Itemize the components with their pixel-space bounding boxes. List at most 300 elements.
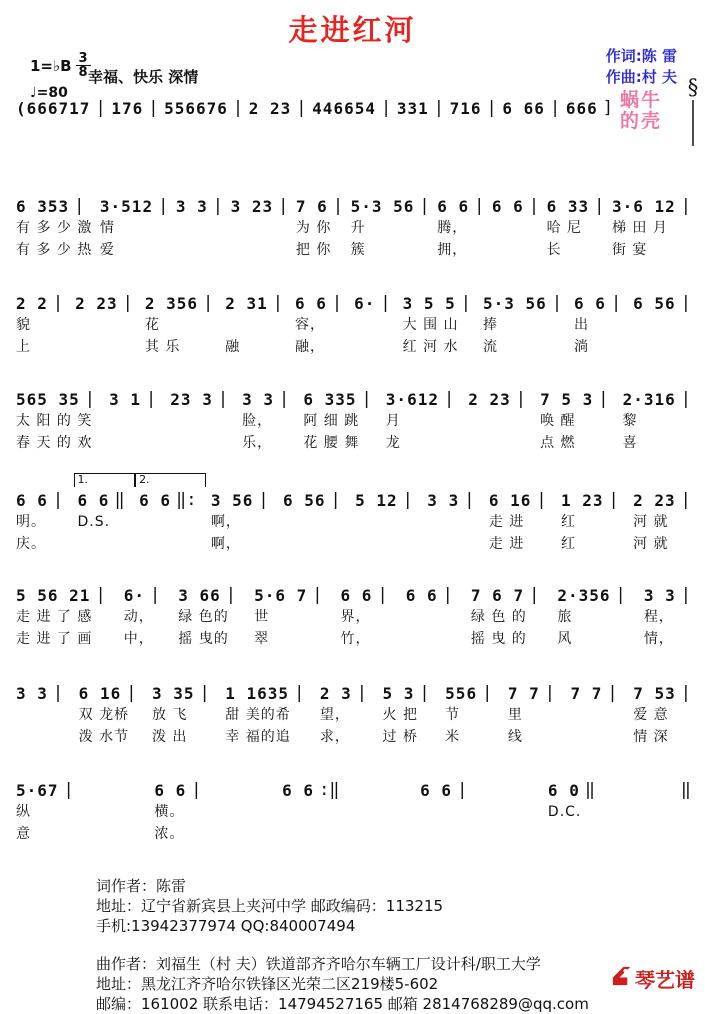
note-group: 3 66 — [178, 586, 221, 605]
note-row — [16, 683, 63, 703]
barline: | — [680, 683, 691, 703]
note-row — [176, 196, 223, 216]
measure-cell — [566, 98, 613, 118]
note-group: 5·3 56 — [350, 197, 415, 216]
lyric-line-2: 意 — [16, 826, 31, 842]
measure-cell — [540, 389, 608, 453]
volta-bracket: 1. — [74, 473, 135, 487]
lyric-line-2: 河 就 — [633, 536, 669, 552]
lyric-line-2: 泼 出 — [151, 729, 188, 745]
lyric-line-2: 红 — [560, 536, 576, 552]
note-row — [283, 490, 341, 510]
measure-cell — [561, 490, 619, 554]
footer-line: 地址：辽宁省新宾县上夹河中学 邮政编码：113215 — [96, 897, 444, 915]
measure-cell — [109, 389, 156, 453]
note-row — [152, 683, 210, 703]
footer-spacer — [96, 936, 589, 954]
note-row — [489, 490, 547, 510]
barline: | — [433, 98, 444, 118]
barline: | — [486, 98, 497, 118]
lyric-line-2: 过 桥 — [382, 729, 418, 745]
note-group: 3 3 — [643, 586, 676, 605]
barline: | — [551, 293, 563, 313]
measure-cell — [124, 585, 161, 649]
note-row — [468, 389, 526, 409]
measure-cell — [623, 389, 691, 453]
measure-cell — [420, 780, 467, 844]
note-group: 446654 — [312, 99, 376, 118]
barline: | — [212, 196, 224, 216]
note-group: 666 — [565, 99, 598, 118]
note-row — [676, 780, 691, 800]
measure-cell — [16, 389, 95, 453]
note-row — [508, 683, 555, 703]
lyric-line-2: 簇 — [350, 242, 366, 258]
barline: | — [474, 196, 485, 216]
system-row — [16, 683, 691, 747]
lyric-line-1: 走 进 了 感 — [16, 609, 93, 625]
barline: | — [608, 490, 619, 510]
lyric-line-1: 节 — [445, 707, 461, 723]
measure-cell — [145, 293, 213, 357]
barline: | — [272, 293, 284, 313]
note-row — [571, 683, 618, 703]
system-row — [16, 780, 691, 844]
note-row — [420, 780, 467, 800]
note-row — [16, 585, 106, 605]
note-row — [145, 293, 213, 313]
composer-credit: 作曲:村 夫 — [605, 68, 677, 86]
credits-block — [606, 46, 677, 88]
barline: | — [598, 389, 609, 409]
barline: | — [680, 389, 691, 409]
lyric-line-1: 出 — [574, 317, 590, 333]
note-group: 2 23 — [633, 491, 676, 510]
measure-cell — [16, 98, 106, 118]
note-group: 3 3 — [175, 197, 208, 216]
measure-cell — [296, 196, 343, 260]
qinyipu-logo — [610, 964, 695, 993]
note-row — [437, 196, 484, 216]
lyric-line-2: 中， — [123, 631, 154, 647]
lyric-line-1: 爱 意 — [633, 707, 669, 723]
lyric-line-1: 情 — [99, 220, 115, 236]
note-group: 6 6 — [139, 491, 171, 510]
footer-line: 曲作者：刘福生（村 夫）铁道部齐齐哈尔车辆工厂设计科/职工大学 — [96, 955, 541, 973]
measure-cell — [502, 98, 560, 118]
lyric-line-1: 升 — [350, 220, 366, 236]
measure-cell — [176, 196, 223, 260]
lyric-line-1: 红 — [560, 514, 576, 530]
lyric-line-2: 上 — [16, 339, 31, 355]
lyric-line-1: 河 就 — [633, 514, 669, 530]
barline: | — [380, 98, 392, 118]
measure-cell — [437, 196, 484, 260]
measure-cell — [468, 389, 526, 453]
note-row — [623, 389, 691, 409]
note-group: 2 23 — [75, 294, 118, 313]
system-row — [16, 196, 691, 260]
lyric-line-2: 竹， — [340, 631, 371, 647]
note-row — [386, 389, 454, 409]
lyric-line-1: 旅 — [557, 609, 573, 625]
note-group: 1 23 — [560, 491, 604, 510]
note-row — [383, 683, 430, 703]
barline: | — [331, 293, 343, 313]
barline: | — [279, 389, 290, 409]
lyric-line-2: 喜 — [622, 435, 638, 451]
barline: | — [95, 98, 106, 118]
lyric-line-1: 阿 细 跳 — [303, 413, 360, 429]
note-group: 565 35 — [16, 390, 80, 409]
barline: | — [443, 389, 455, 409]
lyric-line-2: 幸 福的追 — [225, 729, 291, 745]
lyric-line-2: 爱 — [99, 242, 115, 258]
lyric-line-1: 黎 — [622, 413, 638, 429]
measure-cell — [403, 293, 471, 357]
lyric-line-2: 摇 曳 的 — [470, 631, 527, 647]
note-group: 6 16 — [488, 491, 532, 510]
note-row — [561, 490, 619, 510]
lyric-line-2: 融， — [295, 339, 326, 355]
lyric-line-2: 啊， — [210, 536, 241, 552]
barline: | — [402, 490, 413, 510]
measure-cell — [312, 98, 391, 118]
note-row — [355, 490, 413, 510]
note-group: 3 56 — [210, 491, 254, 510]
note-group: 3 1 — [109, 390, 141, 409]
note-group: 6 335 — [303, 390, 357, 409]
measure-cell — [139, 473, 197, 554]
lyric-line-2: 线 — [507, 729, 523, 745]
barline: | — [615, 585, 626, 605]
note-row — [540, 389, 608, 409]
lyric-line-1: 哈 尼 — [546, 220, 583, 236]
lyric-line-2: 有 多 少 热 — [16, 242, 93, 258]
note-group: 6· — [354, 294, 376, 313]
note-row — [211, 490, 269, 510]
barline: | — [74, 196, 85, 216]
barline: | — [529, 585, 540, 605]
svg-text:§: § — [687, 75, 699, 99]
measure-cell — [445, 683, 492, 747]
note-row — [109, 389, 156, 409]
barline: | — [380, 293, 391, 313]
note-group: 176 — [111, 99, 144, 118]
lyric-line-2: 其 乐 — [144, 339, 181, 355]
barline: | — [528, 196, 540, 216]
note-group: 6 16 — [78, 684, 122, 703]
note-row — [16, 196, 84, 216]
lyric-line-1: 绿 色的 — [178, 609, 229, 625]
lyric-line-2: 拥， — [437, 242, 468, 258]
measure-cell — [676, 780, 691, 844]
note-group: 3·6 12 — [611, 197, 676, 216]
barline: | — [330, 490, 341, 510]
barline: | — [146, 389, 157, 409]
note-group: 7 53 — [633, 684, 676, 703]
measure-cell — [295, 293, 342, 357]
barline: | — [680, 293, 691, 313]
note-group: 5 3 — [382, 684, 415, 703]
note-row — [566, 98, 613, 118]
note-row — [154, 780, 201, 800]
barline: | — [203, 293, 214, 313]
barline: | — [122, 293, 133, 313]
measure-cell — [242, 389, 289, 453]
note-group: 6 56 — [633, 294, 676, 313]
note-row — [644, 585, 691, 605]
qinyipu-logo-icon — [610, 965, 633, 993]
footer-line: 词作者：陈雷 — [96, 877, 187, 895]
note-group: 716 — [449, 99, 482, 118]
measure-cell — [75, 293, 133, 357]
measure-cell — [355, 490, 413, 554]
lyric-line-1: 程， — [643, 609, 674, 625]
measure-cell — [16, 490, 63, 554]
system-row — [16, 389, 691, 453]
note-group: 5 12 — [355, 491, 398, 510]
lyric-line-1: 双 龙桥 — [78, 707, 130, 723]
note-row — [139, 490, 196, 510]
time-signature-numerator: 3 — [76, 52, 91, 66]
lyric-line-2: 情 深 — [633, 729, 669, 745]
measure-cell — [254, 585, 322, 649]
measure-cell — [16, 683, 63, 747]
note-group: 7 5 3 — [540, 390, 594, 409]
note-group: 6 33 — [546, 197, 590, 216]
note-group: 6 6 — [16, 491, 48, 510]
note-row — [242, 389, 289, 409]
note-group: 1 1635 — [225, 684, 290, 703]
note-row — [633, 490, 691, 510]
note-row — [16, 293, 63, 313]
lyric-line-1: 脸， — [242, 413, 273, 429]
lyric-line-1: 貌 — [16, 317, 31, 333]
system-row — [16, 293, 691, 357]
lyric-line-2: 点 燃 — [540, 435, 576, 451]
note-row — [450, 98, 497, 118]
note-group: 5 56 21 — [16, 586, 91, 605]
measure-cell — [283, 490, 341, 554]
note-group: 23 3 — [170, 390, 213, 409]
note-group: 2 2 — [16, 294, 48, 313]
measure-cell — [557, 585, 625, 649]
barline: | — [332, 196, 344, 216]
footer-line: 地址：黑龙江齐齐哈尔铁锋区光荣二区219楼5-602 — [96, 975, 439, 993]
barline: | — [680, 196, 691, 216]
barline: | — [549, 98, 561, 118]
measure-cell — [225, 293, 283, 357]
lyric-line-1: 唤 醒 — [540, 413, 576, 429]
time-signature-denominator: 8 — [78, 65, 88, 80]
lyric-line-1: D.S. — [77, 514, 111, 530]
measure-cell — [178, 585, 236, 649]
note-group: 6 353 — [16, 197, 70, 216]
note-row — [231, 196, 289, 216]
barline: | — [515, 389, 527, 409]
qinyipu-logo-text: 琴艺谱 — [635, 968, 695, 992]
note-group: 6 6 — [405, 586, 438, 605]
lyric-line-1: 纵 — [16, 804, 31, 820]
lyric-line-2: 风 — [557, 631, 573, 647]
note-group: 7 7 — [570, 684, 603, 703]
note-group: 331 — [396, 99, 429, 118]
measure-cell — [571, 683, 618, 747]
note-row — [354, 293, 391, 313]
note-row — [341, 585, 388, 605]
measure-cell — [152, 683, 210, 747]
barline: | — [442, 585, 453, 605]
lyric-line-2: 春 天 的 欢 — [16, 435, 93, 451]
measure-cell — [574, 293, 621, 357]
lyric-line-1: 有 多 少 激 — [16, 220, 93, 236]
lyric-line-1: 为 你 — [295, 220, 332, 236]
barline: | — [52, 490, 64, 510]
volta-bracket: 2. — [135, 473, 206, 487]
note-row — [225, 293, 283, 313]
note-group: 6 6 — [574, 294, 606, 313]
note-group: 2·356 — [557, 586, 611, 605]
note-row — [296, 196, 343, 216]
note-row — [471, 585, 539, 605]
note-group: 3·512 — [99, 197, 154, 216]
lyric-line-1: 容， — [295, 317, 326, 333]
note-group: 556 — [445, 684, 478, 703]
lyric-line-2: 长 — [546, 242, 562, 258]
lyric-line-2: 走 进 — [488, 536, 525, 552]
note-group: 6 6 — [340, 586, 373, 605]
barline: | — [225, 585, 237, 605]
contact-footer — [96, 876, 589, 1014]
lyric-line-2: 龙 — [385, 435, 401, 451]
measure-cell — [489, 490, 547, 554]
barline: :‖ — [319, 780, 340, 800]
note-row — [16, 98, 106, 118]
note-group: 3 5 5 — [402, 294, 456, 313]
system-row — [16, 585, 691, 649]
barline: | — [377, 585, 388, 605]
measure-cell — [16, 780, 74, 844]
barline: | — [361, 389, 372, 409]
note-group: 6 6 — [437, 197, 470, 216]
note-row — [548, 780, 595, 800]
note-row — [16, 490, 63, 510]
measure-cell — [351, 196, 430, 260]
note-row — [633, 293, 691, 313]
measure-cell — [231, 196, 289, 260]
note-group: 2 23 — [248, 99, 292, 118]
barline: | — [149, 585, 161, 605]
barline: | — [460, 293, 472, 313]
note-group: 3·612 — [385, 390, 439, 409]
note-row — [492, 196, 539, 216]
lyricist-credit: 作词:陈 雷 — [605, 47, 677, 65]
lyric-line-2: 泼 水节 — [78, 729, 130, 745]
note-row — [397, 98, 444, 118]
barline: | — [680, 490, 691, 510]
measure-cell — [397, 98, 444, 118]
measure-cell — [225, 683, 304, 747]
note-row — [282, 780, 339, 800]
lyric-line-2: 把 你 — [295, 242, 332, 258]
note-row — [249, 98, 307, 118]
barline: | — [356, 683, 367, 703]
lyric-line-1: 梯 田 月 — [611, 220, 668, 236]
measure-cell — [16, 293, 63, 357]
note-group: 2 23 — [468, 390, 511, 409]
note-group: 6 56 — [282, 491, 326, 510]
song-title: 走进红河 — [288, 13, 417, 47]
lyric-line-1: 绿 色 的 — [470, 609, 527, 625]
barline: | — [464, 490, 475, 510]
note-group: 6 0 — [547, 781, 580, 800]
note-group: 3 3 — [16, 684, 48, 703]
measure-cell — [249, 98, 307, 118]
note-row — [75, 293, 133, 313]
lyric-line-1: 甜 美的希 — [225, 707, 291, 723]
barline: ‖: — [175, 490, 197, 510]
key-signature — [30, 52, 91, 79]
note-group: 3 3 — [427, 491, 460, 510]
note-group: 2 356 — [144, 294, 199, 313]
note-row — [16, 389, 95, 409]
lyric-line-1: 放 飞 — [151, 707, 188, 723]
key-tempo-block — [30, 52, 91, 101]
note-row — [100, 196, 168, 216]
note-row — [547, 196, 605, 216]
measure-cell — [644, 585, 691, 649]
footer-line: 邮编：161002 联系电话：14794527165 邮箱 2814768289@qq.com — [96, 995, 589, 1013]
measure-cell — [633, 490, 691, 554]
lyric-line-2: 摇 曳的 — [178, 631, 229, 647]
measure-cell — [508, 683, 555, 747]
seal-row-1: 蜗牛 — [619, 89, 662, 111]
note-row — [164, 98, 243, 118]
note-group: 3 3 — [242, 390, 275, 409]
barline: | — [419, 683, 430, 703]
note-row — [254, 585, 322, 605]
note-group: 6 6 — [295, 294, 327, 313]
note-row — [320, 683, 367, 703]
measure-cell — [612, 196, 691, 260]
measure-cell — [211, 490, 269, 554]
note-group: 2·316 — [622, 390, 676, 409]
note-group: 2 3 — [319, 684, 352, 703]
note-group: 2 31 — [225, 294, 268, 313]
lyric-line-1: 太 阳 的 笑 — [16, 413, 93, 429]
barline: ‖ — [680, 780, 691, 800]
measure-cell — [16, 585, 106, 649]
note-row — [303, 389, 371, 409]
barline: | — [84, 389, 96, 409]
measure-cell — [77, 473, 125, 554]
note-row — [445, 683, 492, 703]
expression-marking: 幸福、快乐 深情 — [88, 68, 199, 86]
note-group: 3 35 — [151, 684, 195, 703]
barline: | — [457, 780, 468, 800]
measure-cell — [471, 585, 539, 649]
barline: | — [482, 683, 493, 703]
measure-cell — [16, 196, 92, 260]
note-group: 6 6 — [282, 781, 315, 800]
measure-cell — [154, 780, 201, 844]
lyric-line-1: 捧 — [483, 317, 499, 333]
note-row — [225, 683, 304, 703]
barline: | — [126, 683, 137, 703]
note-row — [403, 293, 471, 313]
measure-cell — [427, 490, 474, 554]
